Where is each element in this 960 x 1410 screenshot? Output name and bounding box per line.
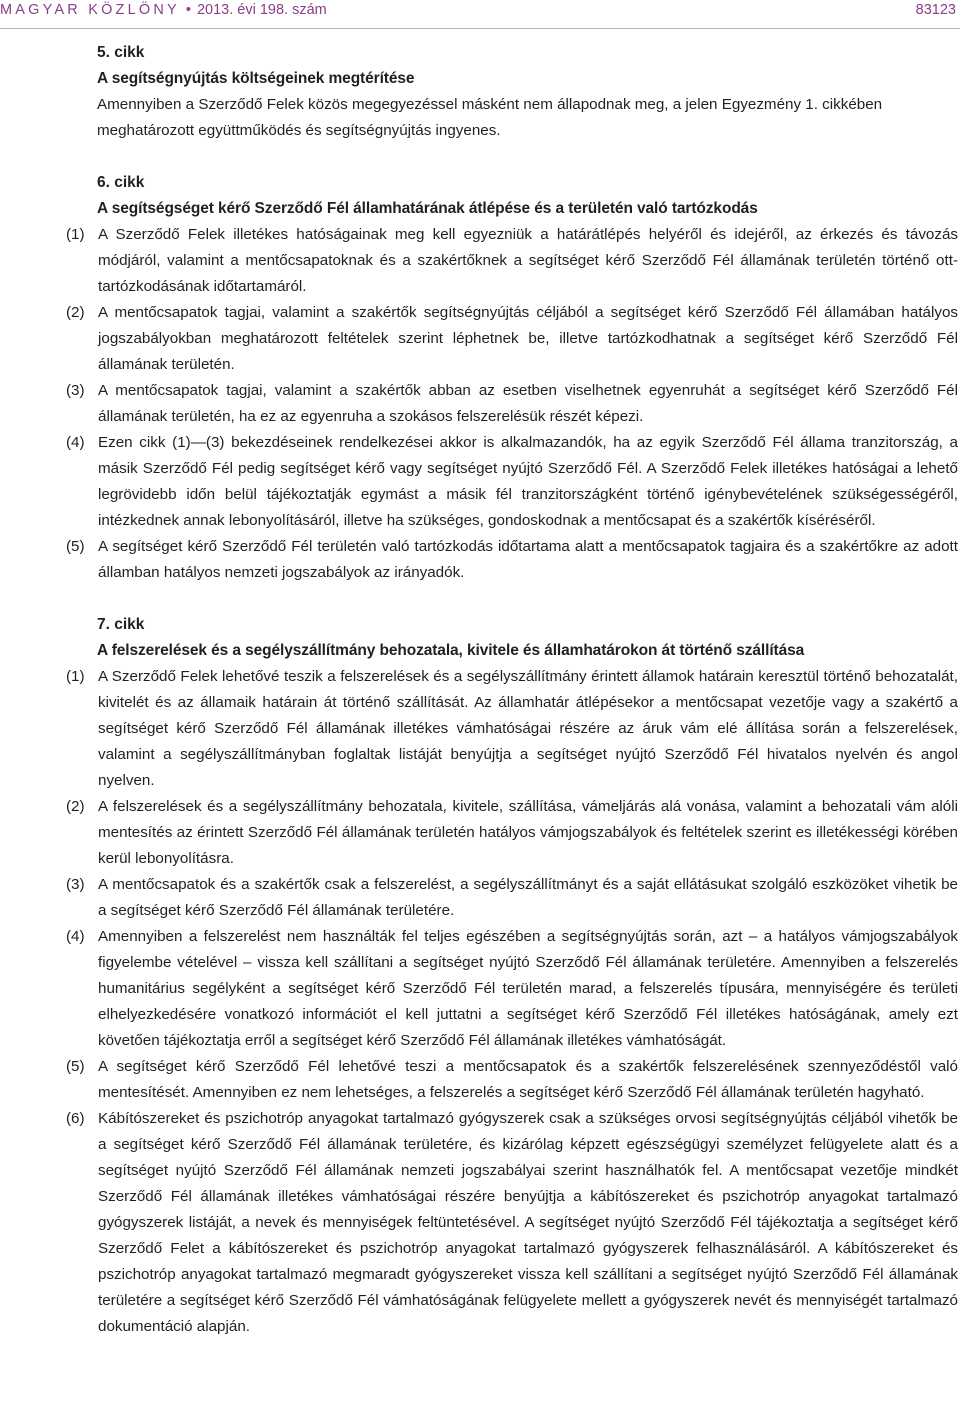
paragraph-text: A Szerződő Felek illetékes hatóságainak meg kell egyezniük a határátlépés helyéről és idejéről, az érkezés és távozás módjáról, valamint a mentőcsapatoknak és a szakértőknek a segítséget kérő Szerződő Fél államának területén történő ott-tartózkodásának időtartamáról. [98,226,958,295]
page-number: 83123 [915,2,956,18]
paragraph-text: Kábítószereket és pszichotróp anyagokat tartalmazó gyógyszerek csak a szükséges orvosi segítségnyújtás céljából vihetők be a segítséget kérő Szerződő Fél államának területére, és kizárólag képzett egészségügyi személyzet felügyelete alatt és a segítséget nyújtó Szerződő Fél államának nemzeti jogszabályai szerint használhatók fel. A mentőcsapat vezetője mindkét Szerződő Fél államának illetékes vámhatóságai részére benyújtja a kábítószereket és pszichotróp anyagokat tartalmazó gyógyszerek listáját, a nevek és mennyiségek feltüntetésével. A segítséget nyújtó Szerződő Fél tájékoztatja a segítséget kérő Szerződő Felet a kábítószereket és pszichotróp anyagokat tartalmazó gyógyszerek felhasználásáról. A kábítószereket és pszichotróp anyagokat tartalmazó megmaradt gyógyszereket vissza kell szállítani a segítséget nyújtó Szerződő Fél államának területére a segítséget kérő Szerződő Fél vámhatóságának felügyelete mellett a gyógyszerek nevét és mennyiségét tartalmazó dokumentáció alapján. [98,1110,958,1335]
paragraph-number: (2) [66,798,85,815]
article-7-title: A felszerelések és a segélyszállítmány behozatala, kivitele és államhatárokon át történő szállítása [97,642,805,659]
article-6-paragraph-1 [0,222,958,300]
paragraph-text: A segítséget kérő Szerződő Fél területén való tartózkodás időtartama alatt a mentőcsapatok tagjaira és a szakértőkre az adott államban hatályos nemzeti jogszabályok az irányadók. [98,538,958,581]
article-6-paragraph-3 [0,378,958,430]
article-7-paragraph-3 [0,872,958,924]
header-left [0,2,327,18]
article-6-paragraph-5 [0,534,958,586]
paragraph-number: (1) [66,226,85,243]
section-spacer [0,586,958,612]
paragraph-text: Amennyiben a felszerelést nem használták fel teljes egészében a segítségnyújtás során, azt – a hatályos vámjogszabályok figyelembe vételével – vissza kell szállítani a segítséget nyújtó Szerződő Fél államának területére. Amennyiben a felszerelés humanitárius segélyként a segítséget kérő Szerződő Fél területén marad, a felszerelés típusára, mennyiségére és területi elhelyezkedésére vonatkozó információt el kell juttatni a segítséget kérő Szerződő Fél illetékes hatóságának, amely ezt követően tájékoztatja erről a segítséget kérő Szerződő Fél államának illetékes vámhatóságát. [98,928,958,1049]
document-body [0,40,958,1340]
article-7-paragraph-1 [0,664,958,794]
paragraph-number: (4) [66,434,85,451]
paragraph-number: (3) [66,876,85,893]
journal-name: MAGYAR KÖZLÖNY [0,2,180,18]
article-5 [97,40,958,144]
paragraph-text: A felszerelések és a segélyszállítmány behozatala, kivitele, szállítása, vámeljárás alá vonása, valamint a behozatali vám alóli mentesítés az érintett Szerződő Fél államának területén hatályos vámjogszabályok és feltételek szerint es illetékességi körében kerül lebonyolításra. [98,798,958,867]
article-7-paragraph-5 [0,1054,958,1106]
paragraph-text: A mentőcsapatok és a szakértők csak a felszerelést, a segélyszállítmányt és a saját ellátásukat szolgáló eszközöket vihetik be a segítséget kérő Szerződő Fél államának területére. [98,876,958,919]
article-6-number: 6. cikk [97,174,145,191]
article-7-paragraph-4 [0,924,958,1054]
paragraph-text: A segítséget kérő Szerződő Fél lehetővé teszi a mentőcsapatok és a szakértők felszerelésének szennyeződéstől való mentesítését. Amennyiben ez nem lehetséges, a felszerelés a segítséget kérő Szerződő Fél államának területén hagyható. [98,1058,958,1101]
paragraph-text: Ezen cikk (1)—(3) bekezdéseinek rendelkezései akkor is alkalmazandók, ha az egyik Szerződő Fél állama tranzitország, a másik Szerződő Fél pedig segítséget kérő vagy segítséget nyújtó Szerződő Fél. A Szerződő Felek illetékes hatóságai a lehető legrövidebb időn belül tájékoztatják egymást a másik fél tranzitországként történő igénybevételének szükségességéről, intézkednek annak lebonyolításáról, illetve ha szükséges, gondoskodnak a mentőcsapat és a szakértők kíséréséről. [98,434,958,529]
article-6-paragraph-4 [0,430,958,534]
paragraph-text: A mentőcsapatok tagjai, valamint a szakértők segítségnyújtás céljából a segítséget kérő Szerződő Fél államában hatályos jogszabályokban meghatározott feltételek szerint léphetnek be, illetve tartózkodhatnak a segítséget kérő Szerződő Fél államának területén. [98,304,958,373]
header-separator-dot: • [185,2,191,18]
paragraph-number: (6) [66,1110,85,1127]
article-5-text: Amennyiben a Szerződő Felek közös megegyezéssel másként nem állapodnak meg, a jelen Egyezmény 1. cikkében meghatározott együttműködés és segítségnyújtás ingyenes. [97,96,883,139]
article-7-paragraph-2 [0,794,958,872]
article-7-paragraph-6 [0,1106,958,1340]
paragraph-text: A Szerződő Felek lehetővé teszik a felszerelések és a segélyszállítmány érintett államok határain keresztül történő behozatalát, kivitelét és az államaik határain át történő szállítását. Az államhatár átlépésekor a mentőcsapat vezetője vagy a szakértő a segítséget kérő Szerződő Fél államának illetékes vámhatóságai részére az áruk vám elé állítása során a felszerelések, valamint a segélyszállítmányban foglaltak listáját benyújtja a segítséget nyújtó Szerződő Fél hivatalos nyelvén és angol nyelven. [98,668,958,789]
article-7 [0,612,958,1340]
article-5-number: 5. cikk [97,44,145,61]
paragraph-number: (1) [66,668,85,685]
paragraph-number: (3) [66,382,85,399]
article-6-title: A segítségséget kérő Szerződő Fél államhatárának átlépése és a területén való tartózkodás [97,200,758,217]
running-header [0,0,960,29]
article-5-title: A segítségnyújtás költségeinek megtérítése [97,70,415,87]
paragraph-text: A mentőcsapatok tagjai, valamint a szakértők abban az esetben viselhetnek egyenruhát a segítséget kérő Szerződő Fél államának területén, ha ez az egyenruha a szokásos felszerelésük részét képezi. [98,382,958,425]
article-7-number: 7. cikk [97,616,145,633]
article-6 [0,170,958,586]
paragraph-number: (2) [66,304,85,321]
section-spacer [0,144,958,170]
paragraph-number: (5) [66,1058,85,1075]
issue-label: 2013. évi 198. szám [196,2,327,18]
paragraph-number: (5) [66,538,85,555]
paragraph-number: (4) [66,928,85,945]
article-6-paragraph-2 [0,300,958,378]
